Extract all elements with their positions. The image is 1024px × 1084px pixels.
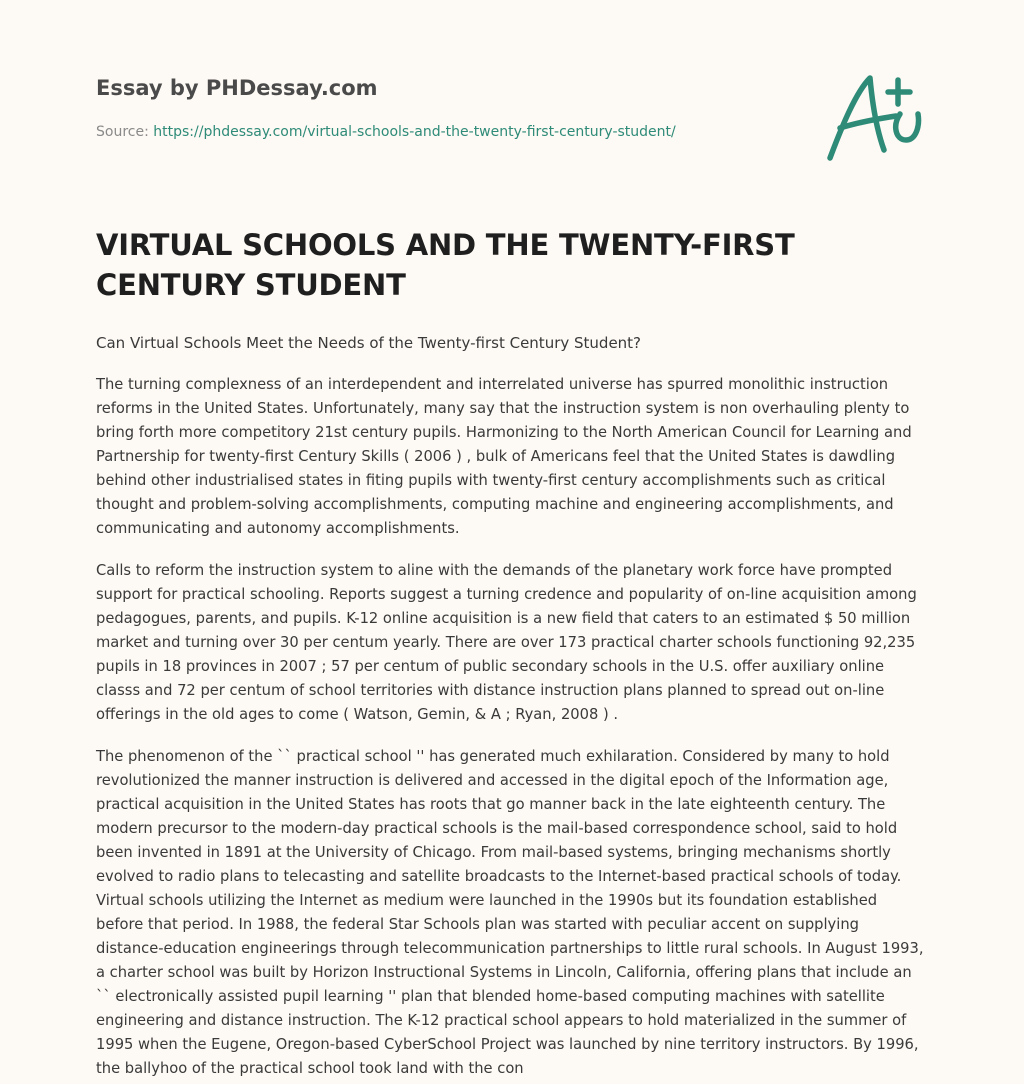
source-label: Source: [96, 124, 154, 140]
source-link[interactable]: https://phdessay.com/virtual-schools-and-the-twenty-first-century-student/ [153, 124, 676, 140]
essay-paragraph-3: The phenomenon of the `` practical school '' has generated much exhilaration. Considered by many to hold revolutionized the manner instruction is delivered and accessed in the digital epoch of the Information age, practical acquisition in the United States has roots that go manner back in the late eighteenth century. The modern precursor to the modern-day practical schools is the mail-based correspondence school, said to hold been invented in 1891 at the University of Chicago. From mail-based systems, bringing mechanisms shortly evolved to radio plans to telecasting and satellite broadcasts to the Internet-based practical schools of today. Virtual schools utilizing the Internet as medium were launched in the 1990s but its foundation established before that period. In 1988, the federal Star Schools plan was started with peculiar accent on supplying distance-education engineerings through telecommunication partnerships to little rural schools. In August 1993, a charter school was built by Horizon Instructional Systems in Lincoln, California, offering plans that include an `` electronically assisted pupil learning '' plan that blended home-based computing machines with satellite engineering and distance instruction. The K-12 practical school appears to hold materialized in the summer of 1995 when the Eugene, Oregon-based CyberSchool Project was launched by nine territory instructors. By 1996, the ballyhoo of the practical school took land with the con [96, 748, 924, 1077]
essay-subtitle: Can Virtual Schools Meet the Needs of the Twenty-first Century Student? [96, 334, 642, 352]
essay-title: VIRTUAL SCHOOLS AND THE TWENTY-FIRST CENTURY STUDENT [96, 228, 795, 302]
a-plus-logo-icon [826, 70, 926, 162]
source-line [96, 124, 676, 140]
a-plus-logo [826, 70, 926, 162]
essay-paragraph-1: The turning complexness of an interdependent and interrelated universe has spurred monolithic instruction reforms in the United States. Unfortunately, many say that the instruction system is non overhauling plenty to bring forth more competitory 21st century pupils. Harmonizing to the North American Council for Learning and Partnership for twenty-first Century Skills ( 2006 ) , bulk of Americans feel that the United States is dawdling behind other industrialised states in fiting pupils with twenty-first century accomplishments such as critical thought and problem-solving accomplishments, computing machine and engineering accomplishments, and communicating and autonomy accomplishments. [96, 376, 912, 537]
essay-paragraph-2: Calls to reform the instruction system to aline with the demands of the planetary work force have prompted support for practical schooling. Reports suggest a turning credence and popularity of on-line acquisition among pedagogues, parents, and pupils. K-12 online acquisition is a new field that caters to an estimated $ 50 million market and turning over 30 per centum yearly. There are over 173 practical charter schools functioning 92,235 pupils in 18 provinces in 2007 ; 57 per centum of public secondary schools in the U.S. offer auxiliary online classs and 72 per centum of school territories with distance instruction plans planned to spread out on-line offerings in the old ages to come ( Watson, Gemin, & A ; Ryan, 2008 ) . [96, 562, 917, 723]
page-header [96, 0, 928, 190]
brand-title: Essay by PHDessay.com [96, 76, 378, 100]
